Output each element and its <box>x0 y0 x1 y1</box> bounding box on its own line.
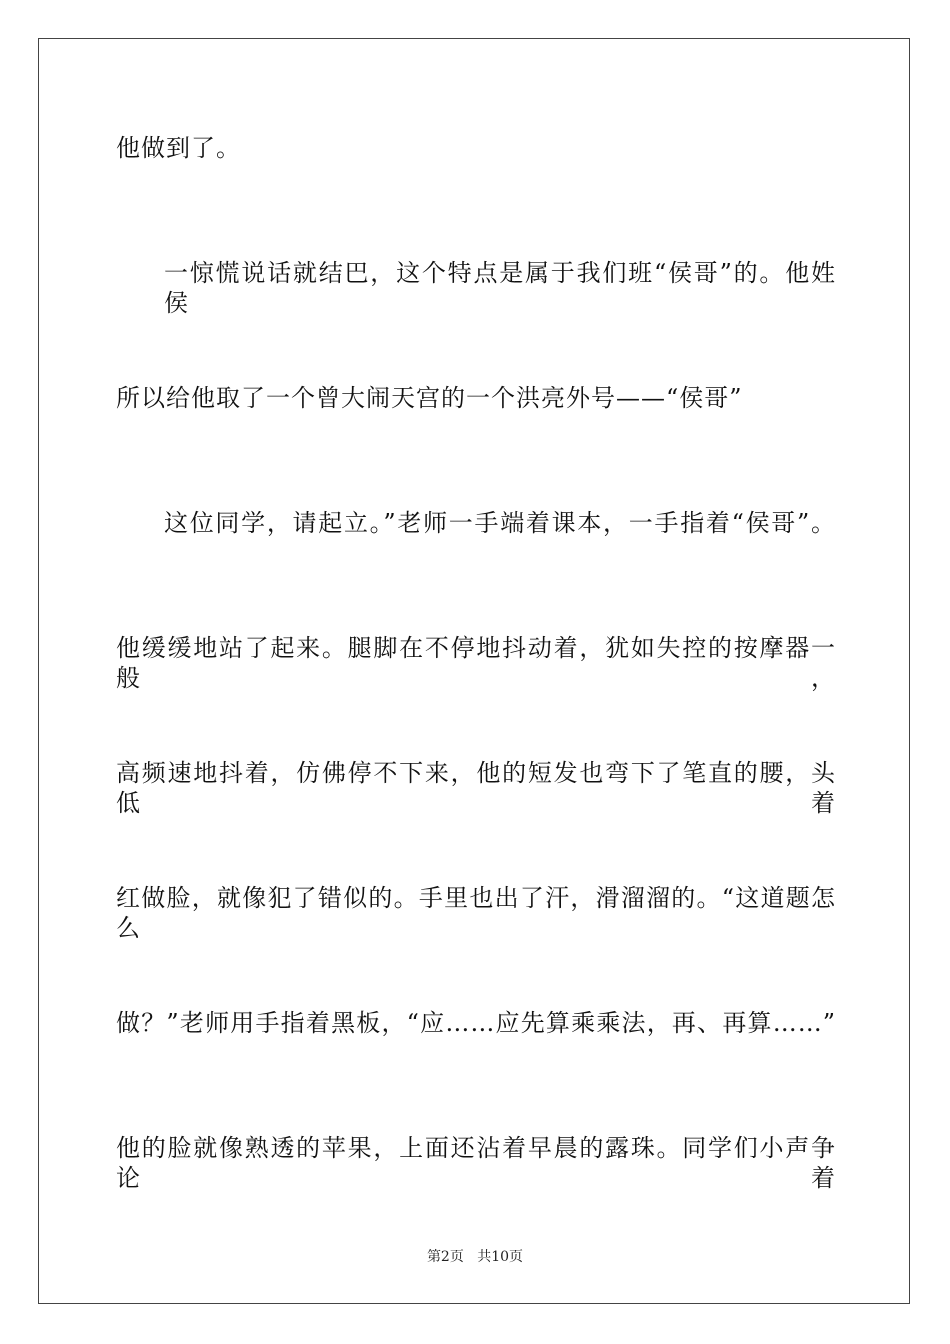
text-line-4: 这位同学，请起立。”老师一手端着课本，一手指着“侯哥”。 <box>164 509 836 537</box>
page-total: 共10页 <box>477 1249 524 1265</box>
text-line-6: 高频速地抖着，仿佛停不下来，他的短发也弯下了笔直的腰，头低着 <box>116 759 836 817</box>
page-footer <box>0 1248 950 1266</box>
text-line-7: 红做脸，就像犯了错似的。手里也出了汗，滑溜溜的。“这道题怎么 <box>116 884 836 942</box>
page-number: 第2页 <box>426 1249 464 1265</box>
text-line-9: 他的脸就像熟透的苹果，上面还沾着早晨的露珠。同学们小声争论着 <box>116 1134 836 1192</box>
text-line-2: 一惊慌说话就结巴，这个特点是属于我们班“侯哥”的。他姓侯 <box>164 259 836 317</box>
text-line-3: 所以给他取了一个曾大闹天宫的一个洪亮外号——“侯哥” <box>116 384 743 412</box>
text-line-8: 做？”老师用手指着黑板，“应……应先算乘乘法，再、再算……” <box>116 1009 836 1037</box>
text-line-5: 他缓缓地站了起来。腿脚在不停地抖动着，犹如失控的按摩器一般， <box>116 634 836 692</box>
text-line-1: 他做到了。 <box>116 134 241 162</box>
